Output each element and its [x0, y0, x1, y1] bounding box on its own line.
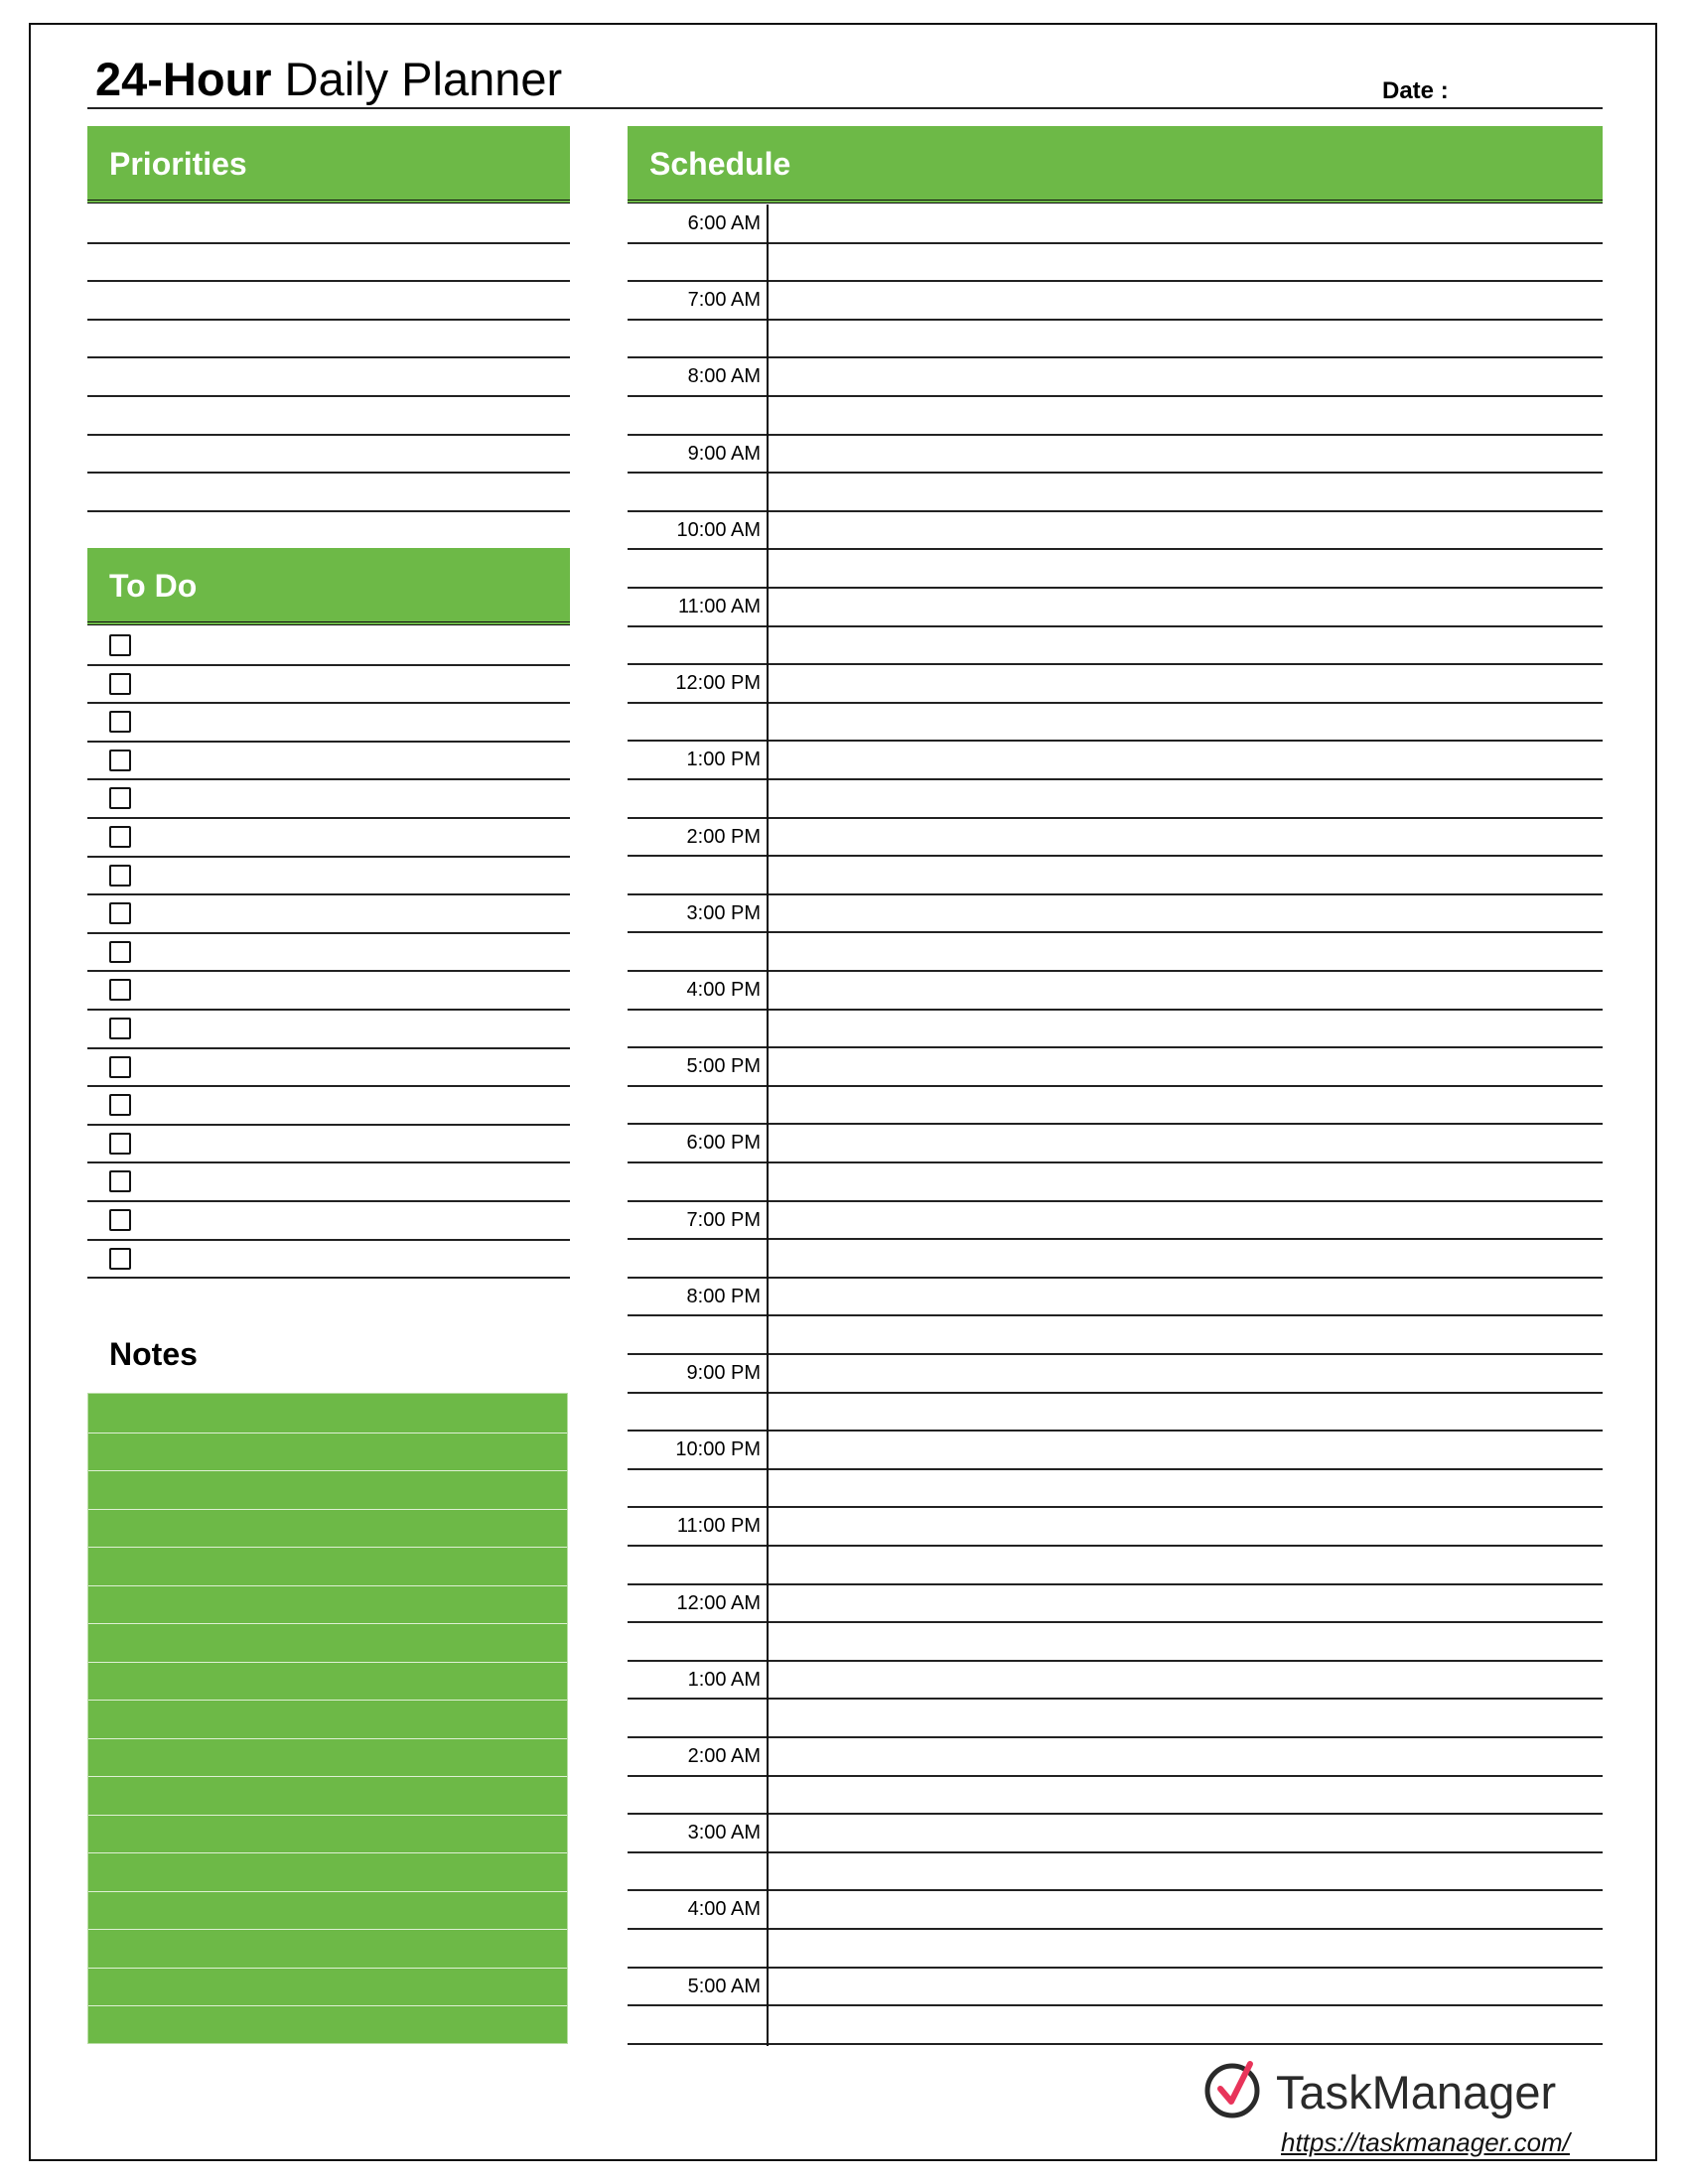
priority-line[interactable] — [87, 510, 570, 512]
schedule-line[interactable] — [628, 280, 1603, 282]
title-rule — [87, 107, 1603, 109]
time-label: 9:00 AM — [687, 442, 761, 465]
priority-line[interactable] — [87, 356, 570, 358]
time-label: 4:00 AM — [687, 1898, 761, 1921]
time-label: 5:00 PM — [686, 1055, 761, 1078]
todo-checkbox[interactable] — [109, 1018, 131, 1039]
todo-checkbox[interactable] — [109, 1248, 131, 1270]
schedule-line[interactable] — [628, 1506, 1603, 1508]
notes-line — [88, 2005, 567, 2006]
todo-checkbox[interactable] — [109, 865, 131, 887]
schedule-line[interactable] — [628, 395, 1603, 397]
todo-checkbox[interactable] — [109, 1170, 131, 1192]
priority-line[interactable] — [87, 242, 570, 244]
notes-title: Notes — [109, 1336, 198, 1372]
schedule-line[interactable] — [628, 1621, 1603, 1623]
schedule-line[interactable] — [628, 1775, 1603, 1777]
todo-checkbox[interactable] — [109, 902, 131, 924]
website-link[interactable]: https://taskmanager.com/ — [1281, 2127, 1570, 2157]
todo-checkbox[interactable] — [109, 1209, 131, 1231]
schedule-line[interactable] — [628, 893, 1603, 895]
priorities-title: Priorities — [109, 146, 247, 182]
page-title — [95, 52, 562, 106]
notes-line — [88, 1738, 567, 1739]
time-label: 11:00 AM — [677, 596, 761, 617]
schedule-line[interactable] — [628, 1161, 1603, 1163]
schedule-line[interactable] — [628, 587, 1603, 589]
todo-line — [87, 1124, 570, 1126]
schedule-line[interactable] — [628, 2004, 1603, 2006]
time-label: 1:00 PM — [686, 749, 761, 771]
todo-checkbox[interactable] — [109, 1094, 131, 1116]
notes-line — [88, 1815, 567, 1816]
priority-line[interactable] — [87, 319, 570, 321]
notes-line — [88, 1776, 567, 1777]
time-label: 11:00 PM — [676, 1515, 761, 1538]
time-column-divider — [767, 205, 769, 2046]
notes-line — [88, 1700, 567, 1701]
schedule-line[interactable] — [628, 778, 1603, 780]
schedule-line[interactable] — [628, 1238, 1603, 1240]
todo-checkbox[interactable] — [109, 941, 131, 963]
time-label: 7:00 AM — [687, 289, 761, 312]
todo-checkbox[interactable] — [109, 979, 131, 1001]
todo-line — [87, 1277, 570, 1279]
todo-line — [87, 664, 570, 666]
time-label: 8:00 PM — [686, 1285, 761, 1307]
schedule-line[interactable] — [628, 1813, 1603, 1815]
notes-line — [88, 1968, 567, 1969]
title-rest: Daily Planner — [271, 53, 563, 105]
schedule-line[interactable] — [628, 1967, 1603, 1969]
schedule-line[interactable] — [628, 1046, 1603, 1048]
notes-line — [88, 1509, 567, 1510]
time-label: 5:00 AM — [687, 1975, 761, 1997]
todo-line — [87, 817, 570, 819]
notes-line — [88, 1891, 567, 1892]
schedule-line[interactable] — [628, 1468, 1603, 1470]
notes-line — [88, 1585, 567, 1586]
todo-line — [87, 932, 570, 934]
todo-line — [87, 778, 570, 780]
schedule-line[interactable] — [628, 1660, 1603, 1662]
todo-line — [87, 893, 570, 895]
schedule-line[interactable] — [628, 472, 1603, 474]
schedule-line[interactable] — [628, 1200, 1603, 1202]
schedule-line[interactable] — [628, 1392, 1603, 1394]
schedule-line[interactable] — [628, 2043, 1603, 2045]
time-label: 12:00 PM — [675, 672, 761, 695]
priorities-header — [87, 126, 570, 204]
schedule-line[interactable] — [628, 1736, 1603, 1738]
time-label: 6:00 PM — [686, 1132, 761, 1155]
schedule-line[interactable] — [628, 970, 1603, 972]
time-label: 3:00 AM — [687, 1822, 761, 1844]
schedule-line[interactable] — [628, 1085, 1603, 1087]
time-label: 7:00 PM — [686, 1208, 761, 1231]
priority-line[interactable] — [87, 434, 570, 436]
schedule-line[interactable] — [628, 663, 1603, 665]
schedule-line[interactable] — [628, 1545, 1603, 1547]
schedule-line[interactable] — [628, 319, 1603, 321]
todo-checkbox[interactable] — [109, 673, 131, 695]
time-label: 10:00 AM — [676, 518, 761, 541]
schedule-line[interactable] — [628, 702, 1603, 704]
title-bold: 24-Hour — [95, 53, 272, 105]
schedule-line[interactable] — [628, 1889, 1603, 1891]
time-label: 6:00 AM — [687, 212, 761, 234]
todo-line — [87, 741, 570, 743]
date-label: Date : — [1382, 77, 1449, 104]
notes-line — [88, 1547, 567, 1548]
schedule-line[interactable] — [628, 356, 1603, 358]
todo-checkbox[interactable] — [109, 634, 131, 656]
todo-line — [87, 702, 570, 704]
schedule-line[interactable] — [628, 510, 1603, 512]
time-label: 3:00 PM — [686, 901, 761, 924]
todo-line — [87, 1009, 570, 1011]
schedule-line[interactable] — [628, 1851, 1603, 1853]
schedule-line[interactable] — [628, 434, 1603, 436]
todo-line — [87, 1047, 570, 1049]
todo-checkbox[interactable] — [109, 826, 131, 848]
time-label: 1:00 AM — [687, 1668, 761, 1691]
schedule-line[interactable] — [628, 855, 1603, 857]
notes-line — [88, 1852, 567, 1853]
notes-line — [88, 1662, 567, 1663]
schedule-header — [628, 126, 1603, 204]
time-label: 4:00 PM — [686, 979, 761, 1001]
todo-header — [87, 548, 570, 625]
todo-checkbox[interactable] — [109, 711, 131, 733]
todo-checkbox[interactable] — [109, 1133, 131, 1155]
schedule-line[interactable] — [628, 1314, 1603, 1316]
todo-checkbox[interactable] — [109, 1056, 131, 1078]
schedule-line[interactable] — [628, 1583, 1603, 1585]
schedule-title: Schedule — [649, 146, 791, 182]
checkmark-circle-icon — [1203, 2058, 1265, 2119]
schedule-line[interactable] — [628, 1277, 1603, 1279]
todo-line — [87, 1161, 570, 1163]
time-label: 12:00 AM — [676, 1591, 761, 1614]
todo-title: To Do — [109, 568, 198, 604]
todo-line — [87, 1085, 570, 1087]
time-label: 2:00 AM — [687, 1745, 761, 1767]
schedule-line[interactable] — [628, 1928, 1603, 1930]
priority-line[interactable] — [87, 472, 570, 474]
todo-line — [87, 970, 570, 972]
schedule-line[interactable] — [628, 625, 1603, 627]
priority-line[interactable] — [87, 280, 570, 282]
notes-box[interactable] — [87, 1393, 568, 2044]
schedule-line[interactable] — [628, 740, 1603, 742]
todo-line — [87, 1200, 570, 1202]
schedule-line[interactable] — [628, 242, 1603, 244]
schedule-line[interactable] — [628, 1430, 1603, 1432]
notes-line — [88, 1470, 567, 1471]
brand-name: TaskManager — [1276, 2066, 1557, 2118]
schedule-line[interactable] — [628, 1009, 1603, 1011]
schedule-line[interactable] — [628, 931, 1603, 933]
schedule-line[interactable] — [628, 548, 1603, 550]
time-label: 2:00 PM — [686, 825, 761, 848]
time-label: 10:00 PM — [675, 1438, 761, 1461]
todo-line — [87, 856, 570, 858]
todo-line — [87, 1239, 570, 1241]
time-label: 8:00 AM — [687, 365, 761, 388]
schedule-line[interactable] — [628, 1123, 1603, 1125]
schedule-line[interactable] — [628, 1698, 1603, 1700]
notes-line — [88, 1623, 567, 1624]
priority-line[interactable] — [87, 395, 570, 397]
schedule-line[interactable] — [628, 1353, 1603, 1355]
time-label: 9:00 PM — [686, 1362, 761, 1384]
todo-checkbox[interactable] — [109, 750, 131, 771]
todo-checkbox[interactable] — [109, 787, 131, 809]
schedule-line[interactable] — [628, 817, 1603, 819]
notes-line — [88, 1929, 567, 1930]
